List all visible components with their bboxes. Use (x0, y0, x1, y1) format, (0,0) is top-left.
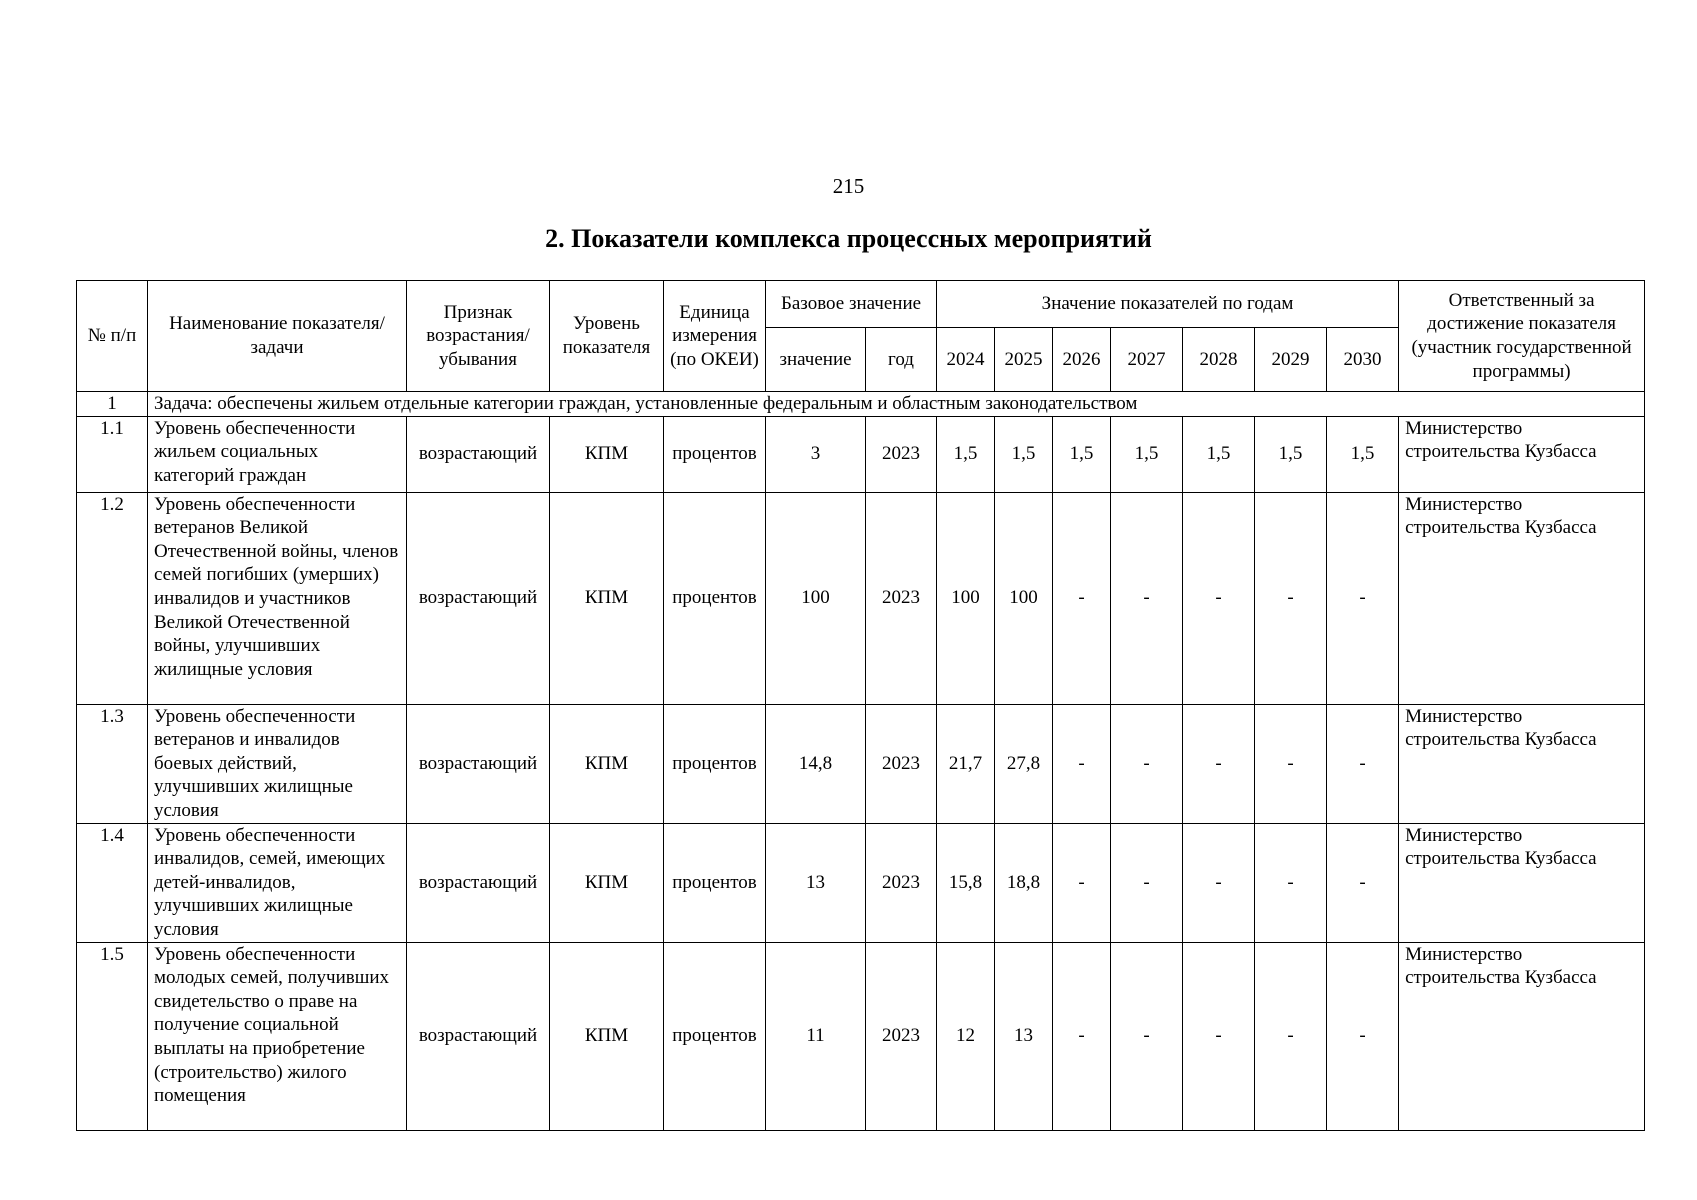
page-number: 215 (832, 174, 865, 198)
year-value-cell: 100 (995, 492, 1053, 704)
unit-cell: процентов (664, 942, 766, 1130)
responsible-cell: Министерство строительства Кузбасса (1399, 942, 1645, 1130)
table-header-row (77, 281, 1645, 328)
responsible-cell: Министерство строительства Кузбасса (1399, 492, 1645, 704)
indicator-name: Уровень обеспеченности молодых семей, получивших свидетельство о праве на получение социальной выплаты на приобретение (строительство) жилого помещения (148, 942, 407, 1130)
unit-cell: процентов (664, 823, 766, 942)
base-year-cell: 2023 (866, 823, 937, 942)
year-value-cell: - (1053, 492, 1111, 704)
header-responsible: Ответственный за достижение показателя (участник государственной программы) (1399, 281, 1645, 392)
year-value-cell: - (1255, 492, 1327, 704)
indicator-name: Уровень обеспеченности ветеранов Великой Отечественной войны, членов семей погибших (умерших) инвалидов и участников Великой Отечественной войны, улучшивших жилищные условия (148, 492, 407, 704)
year-value-cell: 1,5 (1183, 416, 1255, 492)
year-value-cell: - (1111, 942, 1183, 1130)
task-row (77, 392, 1645, 417)
unit-cell: процентов (664, 704, 766, 823)
document-title: 2. Показатели комплекса процессных мероприятий (545, 224, 1152, 253)
year-value-cell: 1,5 (937, 416, 995, 492)
header-year: 2029 (1255, 328, 1327, 392)
trend-cell: возрастающий (407, 704, 550, 823)
year-value-cell: 1,5 (995, 416, 1053, 492)
table-row (77, 416, 1645, 492)
trend-cell: возрастающий (407, 492, 550, 704)
responsible-cell: Министерство строительства Кузбасса (1399, 416, 1645, 492)
header-base-value: значение (766, 328, 866, 392)
year-value-cell: 18,8 (995, 823, 1053, 942)
year-value-cell: - (1255, 942, 1327, 1130)
year-value-cell: 12 (937, 942, 995, 1130)
base-year-cell: 2023 (866, 416, 937, 492)
header-year: 2028 (1183, 328, 1255, 392)
header-year: 2024 (937, 328, 995, 392)
header-name: Наименование показателя/задачи (148, 281, 407, 392)
base-year-cell: 2023 (866, 704, 937, 823)
indicators-table (76, 280, 1645, 1131)
table-row (77, 942, 1645, 1130)
indicator-name: Уровень обеспеченности ветеранов и инвалидов боевых действий, улучшивших жилищные условия (148, 704, 407, 823)
year-value-cell: 27,8 (995, 704, 1053, 823)
year-value-cell: - (1255, 704, 1327, 823)
year-value-cell: - (1111, 704, 1183, 823)
responsible-cell: Министерство строительства Кузбасса (1399, 823, 1645, 942)
year-value-cell: 100 (937, 492, 995, 704)
header-level: Уровень показателя (550, 281, 664, 392)
table-row (77, 492, 1645, 704)
level-cell: КПМ (550, 942, 664, 1130)
header-trend: Признак возрастания/ убывания (407, 281, 550, 392)
year-value-cell: - (1053, 942, 1111, 1130)
base-value-cell: 13 (766, 823, 866, 942)
header-base-year: год (866, 328, 937, 392)
table-row (77, 704, 1645, 823)
level-cell: КПМ (550, 823, 664, 942)
year-value-cell: - (1183, 942, 1255, 1130)
level-cell: КПМ (550, 416, 664, 492)
year-value-cell: 21,7 (937, 704, 995, 823)
header-base: Базовое значение (766, 281, 937, 328)
row-num: 1.3 (77, 704, 148, 823)
level-cell: КПМ (550, 704, 664, 823)
year-value-cell: 1,5 (1111, 416, 1183, 492)
year-value-cell: - (1327, 704, 1399, 823)
unit-cell: процентов (664, 492, 766, 704)
header-num: № п/п (77, 281, 148, 392)
row-num: 1.2 (77, 492, 148, 704)
year-value-cell: - (1183, 492, 1255, 704)
year-value-cell: 1,5 (1255, 416, 1327, 492)
year-value-cell: - (1053, 823, 1111, 942)
base-value-cell: 11 (766, 942, 866, 1130)
year-value-cell: 13 (995, 942, 1053, 1130)
base-value-cell: 100 (766, 492, 866, 704)
responsible-cell: Министерство строительства Кузбасса (1399, 704, 1645, 823)
trend-cell: возрастающий (407, 416, 550, 492)
trend-cell: возрастающий (407, 823, 550, 942)
unit-cell: процентов (664, 416, 766, 492)
year-value-cell: 15,8 (937, 823, 995, 942)
indicator-name: Уровень обеспеченности инвалидов, семей, имеющих детей-инвалидов, улучшивших жилищные условия (148, 823, 407, 942)
base-value-cell: 14,8 (766, 704, 866, 823)
base-value-cell: 3 (766, 416, 866, 492)
year-value-cell: - (1327, 492, 1399, 704)
header-year: 2030 (1327, 328, 1399, 392)
row-num: 1.4 (77, 823, 148, 942)
year-value-cell: 1,5 (1053, 416, 1111, 492)
year-value-cell: - (1111, 492, 1183, 704)
row-num: 1.5 (77, 942, 148, 1130)
year-value-cell: - (1183, 704, 1255, 823)
table-row (77, 823, 1645, 942)
year-value-cell: 1,5 (1327, 416, 1399, 492)
trend-cell: возрастающий (407, 942, 550, 1130)
year-value-cell: - (1327, 942, 1399, 1130)
task-num: 1 (77, 392, 148, 417)
year-value-cell: - (1183, 823, 1255, 942)
header-unit: Единица измерения (по ОКЕИ) (664, 281, 766, 392)
level-cell: КПМ (550, 492, 664, 704)
row-num: 1.1 (77, 416, 148, 492)
base-year-cell: 2023 (866, 942, 937, 1130)
indicator-name: Уровень обеспеченности жильем социальных категорий граждан (148, 416, 407, 492)
header-year: 2026 (1053, 328, 1111, 392)
year-value-cell: - (1327, 823, 1399, 942)
year-value-cell: - (1255, 823, 1327, 942)
year-value-cell: - (1053, 704, 1111, 823)
header-year: 2027 (1111, 328, 1183, 392)
header-year: 2025 (995, 328, 1053, 392)
base-year-cell: 2023 (866, 492, 937, 704)
year-value-cell: - (1111, 823, 1183, 942)
header-years-group: Значение показателей по годам (937, 281, 1399, 328)
task-text: Задача: обеспечены жильем отдельные категории граждан, установленные федеральным и областным законодательством (148, 392, 1645, 417)
